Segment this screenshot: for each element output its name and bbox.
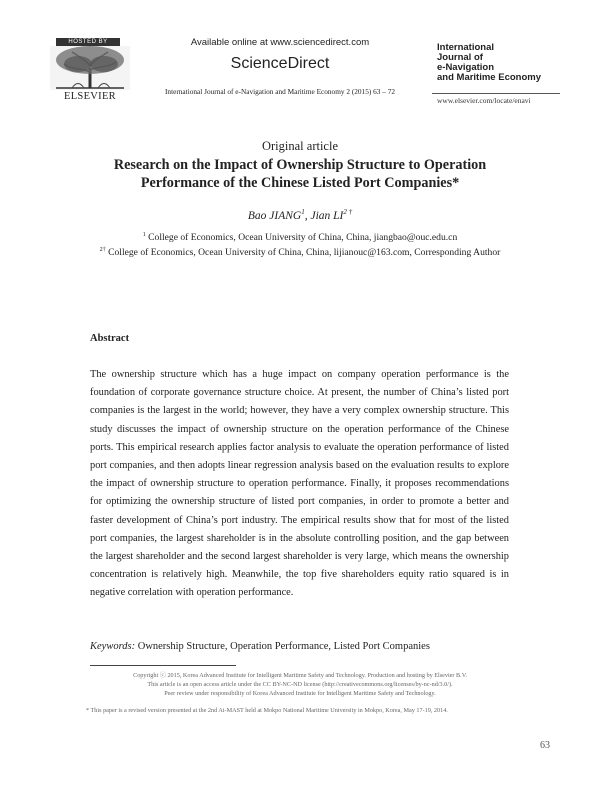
journal-title-line: and Maritime Economy: [437, 72, 541, 83]
footnote-divider: [90, 665, 236, 666]
journal-url-link[interactable]: www.elsevier.com/locate/enavi: [437, 96, 531, 105]
journal-title-line: e-Navigation: [437, 62, 495, 73]
affiliation-text: College of Economics, Ocean University of China, China, jiangbao@ouc.edu.cn: [148, 232, 458, 244]
elsevier-tree-logo-icon: [42, 38, 138, 96]
abstract-body: The ownership structure which has a huge impact on company operation performance is the foundation of corporate governance structure choice. At present, the number of China’s listed port companies is the largest in the world; however, they have a very complex ownership structure. This study discusses the impact of ownership structure on the operation performance of the Chinese ports. This empirical research applies factor analysis to evaluate the operation performance of listed port companies, and then adopts linear regression analysis based on the evaluation results to explore the impact of ownership structure to operation performance. Finally, it proposes recommendations for optimizing the ownership structure of listed port companies, in order to promote a better and faster development of China’s port industry. The empirical results show that for most of the listed port companies, the largest shareholder is in the absolute controlling position, and the gap between the largest shareholder and the second largest shareholder is very large, which means the ownership concentration is relatively high. Meanwhile, the top five shareholders equity ratio squared is in negative correlation with operation performance.: [90, 369, 509, 599]
header-divider: [432, 93, 560, 94]
copyright-notice: Copyright ⓒ 2015, Korea Advanced Institute for Intelligent Maritime Safety and Technology. Production and hosting by Elsevier B.V.: [133, 672, 467, 679]
affiliation-mark: 2†: [99, 247, 106, 253]
sciencedirect-wordmark: ScienceDirect: [230, 55, 330, 72]
author-affiliation-mark: 1: [301, 208, 305, 216]
author-affiliation-mark: 2 †: [343, 208, 353, 216]
journal-title-block: [437, 43, 567, 83]
affiliation-mark: 1: [142, 232, 146, 238]
abstract-heading: Abstract: [90, 333, 130, 344]
author-name: Jian LI: [310, 209, 344, 222]
affiliation: [0, 232, 600, 243]
license-notice: This article is an open access article under the CC BY-NC-ND license (http://creativecommons.org/licenses/by-nc-nd/3.0/).: [147, 681, 453, 688]
journal-title-line: International: [437, 42, 495, 53]
publisher-name: ELSEVIER: [64, 91, 116, 102]
available-online-link[interactable]: Available online at www.sciencedirect.com: [190, 37, 370, 48]
article-type: Original article: [261, 139, 338, 153]
affiliation-text: College of Economics, Ocean University of China, China, lijianouc@163.com, Corresponding Author: [108, 247, 501, 259]
page-number: 63: [540, 740, 550, 751]
hosted-by-label: HOSTED BY: [56, 38, 120, 46]
keywords-text: Ownership Structure, Operation Performance, Listed Port Companies: [137, 641, 430, 652]
peer-review-notice: Peer review under responsibility of Korea Advanced Institute for Intelligent Maritime Safety and Technology.: [164, 690, 436, 697]
keywords-label: Keywords:: [90, 641, 136, 652]
author-list: Bao JIANG$^1$, Jian $LI^{2 \dagger}$: [247, 208, 353, 222]
revision-footnote: * This paper is a revised version presented at the 2nd Ai-MAST held at Mokpo National Maritime University in Mokpo, Korea, May 17-19, 2014.: [86, 707, 448, 714]
journal-citation: International Journal of e-Navigation and Maritime Economy 2 (2015) 63 – 72: [165, 87, 395, 96]
journal-title-line: Journal of: [437, 52, 483, 63]
article-title: [60, 156, 540, 192]
keywords: [90, 641, 520, 652]
article-title-line: Performance of the Chinese Listed Port Companies*: [140, 175, 460, 191]
article-title-line: Research on the Impact of Ownership Structure to Operation: [113, 157, 487, 173]
affiliation: [0, 247, 600, 258]
author-name: Bao JIANG: [247, 209, 302, 222]
